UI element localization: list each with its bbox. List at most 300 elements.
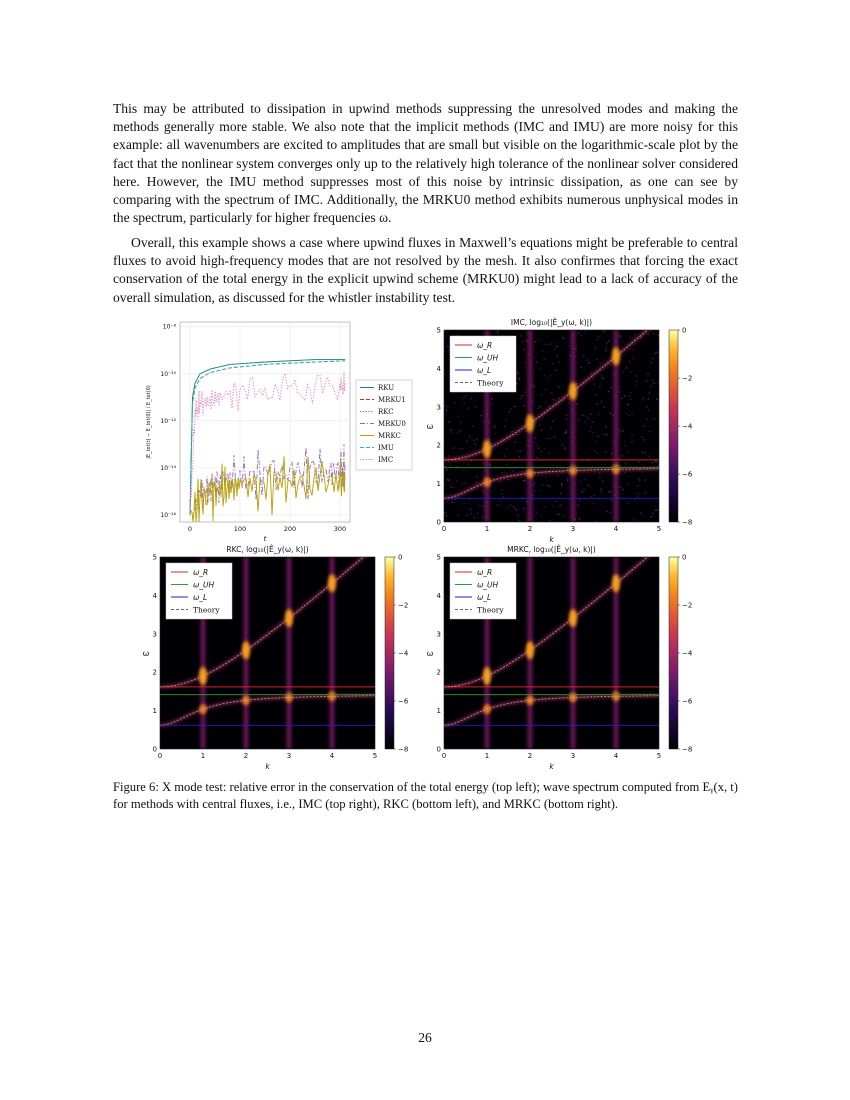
noise-pixel — [587, 485, 588, 486]
noise-pixel — [452, 432, 453, 433]
noise-pixel — [624, 396, 625, 397]
noise-pixel — [518, 373, 519, 374]
noise-pixel — [598, 336, 599, 337]
noise-pixel — [601, 401, 602, 402]
noise-pixel — [501, 490, 502, 491]
noise-pixel — [649, 431, 650, 432]
mode-streak — [286, 557, 291, 749]
noise-pixel — [624, 441, 625, 442]
noise-pixel — [596, 359, 597, 360]
noise-pixel — [548, 344, 549, 345]
noise-pixel — [591, 372, 592, 373]
noise-pixel — [649, 392, 650, 393]
noise-pixel — [541, 394, 542, 395]
noise-pixel — [463, 397, 464, 398]
colorbar-tick-label: −4 — [398, 649, 408, 658]
legend-label: ω_UH — [477, 580, 499, 590]
noise-pixel — [494, 427, 495, 428]
noise-pixel — [631, 434, 632, 435]
legend-label: ω_R — [193, 568, 209, 577]
x-tick-label: 2 — [243, 752, 249, 760]
noise-pixel — [503, 496, 504, 497]
noise-pixel — [620, 487, 621, 488]
x-tick-label: 4 — [613, 752, 619, 760]
noise-pixel — [491, 403, 492, 404]
noise-pixel — [569, 402, 570, 403]
noise-pixel — [566, 430, 567, 431]
legend-label: MRKU1 — [378, 396, 406, 404]
paragraph-2: Overall, this example shows a case where upwind fluxes in Maxwell’s equations might be preferable to central fluxes to avoid high-frequency modes that are not resolved by the mesh. It also confirmes that forcing the exact conservation of the total energy in the explicit upwind scheme (MRKU0) might lead to a lack of accuracy of the overall simulation, as discussed for the whistler instability test. — [113, 235, 738, 305]
spectral-peak — [483, 440, 491, 458]
noise-pixel — [500, 500, 501, 501]
noise-pixel — [602, 378, 603, 379]
noise-pixel — [475, 482, 476, 483]
noise-pixel — [504, 472, 505, 473]
noise-pixel — [539, 490, 540, 491]
noise-pixel — [515, 406, 516, 407]
noise-pixel — [637, 485, 638, 486]
noise-pixel — [639, 478, 640, 479]
x-tick-label: 0 — [157, 752, 163, 760]
noise-pixel — [648, 410, 649, 411]
noise-pixel — [501, 493, 502, 494]
noise-pixel — [652, 380, 653, 381]
noise-pixel — [589, 362, 590, 363]
noise-pixel — [520, 398, 521, 399]
noise-pixel — [536, 362, 537, 363]
noise-pixel — [637, 493, 638, 494]
noise-pixel — [513, 506, 514, 507]
noise-pixel — [523, 508, 524, 509]
noise-pixel — [516, 510, 517, 511]
noise-pixel — [522, 395, 523, 396]
noise-pixel — [497, 504, 498, 505]
noise-pixel — [623, 371, 624, 372]
x-axis-label: k — [549, 762, 554, 771]
noise-pixel — [539, 369, 540, 370]
noise-pixel — [560, 493, 561, 494]
noise-pixel — [627, 484, 628, 485]
noise-pixel — [538, 339, 539, 340]
noise-pixel — [491, 398, 492, 399]
noise-pixel — [459, 448, 460, 449]
noise-pixel — [651, 385, 652, 386]
noise-pixel — [479, 505, 480, 506]
y-tick-label: 0 — [436, 518, 441, 527]
noise-pixel — [506, 464, 507, 465]
noise-pixel — [500, 482, 501, 483]
noise-pixel — [592, 503, 593, 504]
noise-pixel — [525, 480, 526, 481]
noise-pixel — [656, 352, 657, 353]
noise-pixel — [473, 440, 474, 441]
colorbar-tick-label: −6 — [682, 470, 692, 479]
noise-pixel — [494, 433, 495, 434]
noise-pixel — [476, 438, 477, 439]
noise-pixel — [643, 439, 644, 440]
noise-pixel — [636, 375, 637, 376]
legend-label: ω_L — [477, 366, 492, 375]
colorbar-tick-label: −4 — [682, 422, 692, 431]
noise-pixel — [446, 515, 447, 516]
legend-label: ω_R — [477, 568, 493, 577]
noise-pixel — [545, 344, 546, 345]
noise-pixel — [560, 505, 561, 506]
mrkc-spectrum-chart — [422, 541, 692, 771]
noise-pixel — [608, 491, 609, 492]
noise-pixel — [519, 379, 520, 380]
colorbar-tick-label: −2 — [398, 601, 408, 610]
figure-caption: Figure 6: X mode test: relative error in the conservation of the total energy (top left); wave spectrum computed from Eᵧ(x, t) for methods with central fluxes, i.e., IMC (top right), RKC (bottom left), and MRKC (bottom right). — [113, 780, 738, 811]
noise-pixel — [597, 403, 598, 404]
noise-pixel — [644, 452, 645, 453]
noise-pixel — [588, 460, 589, 461]
noise-pixel — [453, 486, 454, 487]
legend-label: MRKC — [378, 432, 401, 440]
noise-pixel — [447, 479, 448, 480]
noise-pixel — [471, 398, 472, 399]
noise-pixel — [526, 431, 527, 432]
noise-pixel — [547, 378, 548, 379]
noise-pixel — [465, 482, 466, 483]
noise-pixel — [470, 460, 471, 461]
noise-pixel — [627, 502, 628, 503]
noise-pixel — [539, 406, 540, 407]
colorbar-tick-label: −8 — [682, 518, 692, 527]
y-tick-label: 5 — [152, 553, 157, 562]
noise-pixel — [557, 475, 558, 476]
noise-pixel — [598, 414, 599, 415]
noise-pixel — [559, 514, 560, 515]
noise-pixel — [633, 519, 634, 520]
noise-pixel — [630, 371, 631, 372]
noise-pixel — [655, 460, 656, 461]
noise-pixel — [646, 419, 647, 420]
noise-pixel — [547, 438, 548, 439]
noise-pixel — [469, 436, 470, 437]
noise-pixel — [475, 443, 476, 444]
legend-label: IMU — [378, 444, 394, 452]
noise-pixel — [579, 499, 580, 500]
x-tick-label: 5 — [656, 525, 662, 533]
noise-pixel — [534, 483, 535, 484]
x-tick-label: 1 — [484, 525, 490, 533]
noise-pixel — [595, 521, 596, 522]
noise-pixel — [646, 406, 647, 407]
noise-pixel — [554, 349, 555, 350]
noise-pixel — [585, 330, 586, 331]
noise-pixel — [605, 426, 606, 427]
noise-pixel — [650, 516, 651, 517]
noise-pixel — [642, 436, 643, 437]
paragraph-1: This may be attributed to dissipation in upwind methods suppressing the unresolved modes and making the methods generally more stable. We also note that the implicit methods (IMC and IMU) are more noisy for this example: all wavenumbers are excited to amplitudes that are small but visible on the logarithmic-scale plot by the fact that the nonlinear system converges only up to the relatively high tolerance of the nonlinear solver considered here. However, the IMU method suppresses most of this noise by intrinsic dissipation, as one can see by comparing with the spectrum of IMC. Additionally, the MRKU0 method exhibits numerous unphysical modes in the spectrum, particularly for higher frequencies ω. — [113, 101, 738, 226]
y-tick-label: 2 — [152, 668, 157, 677]
noise-pixel — [551, 343, 552, 344]
noise-pixel — [510, 505, 511, 506]
noise-pixel — [453, 447, 454, 448]
noise-pixel — [536, 513, 537, 514]
colorbar-tick-label: −8 — [398, 745, 408, 754]
noise-pixel — [594, 450, 595, 451]
noise-pixel — [604, 330, 605, 331]
y-axis-label: ω — [142, 649, 150, 658]
noise-pixel — [504, 456, 505, 457]
noise-pixel — [456, 466, 457, 467]
noise-pixel — [620, 337, 621, 338]
noise-pixel — [626, 445, 627, 446]
noise-pixel — [621, 455, 622, 456]
noise-pixel — [636, 381, 637, 382]
noise-pixel — [460, 430, 461, 431]
noise-pixel — [535, 341, 536, 342]
noise-pixel — [588, 363, 589, 364]
noise-pixel — [605, 452, 606, 453]
noise-pixel — [631, 441, 632, 442]
noise-pixel — [630, 398, 631, 399]
y-tick-label: 1 — [152, 707, 157, 716]
noise-pixel — [656, 461, 657, 462]
x-tick-label: 2 — [527, 525, 533, 533]
noise-pixel — [542, 484, 543, 485]
noise-pixel — [624, 472, 625, 473]
noise-pixel — [586, 416, 587, 417]
noise-pixel — [457, 432, 458, 433]
noise-pixel — [625, 463, 626, 464]
noise-pixel — [637, 496, 638, 497]
noise-pixel — [538, 447, 539, 448]
noise-pixel — [558, 387, 559, 388]
noise-pixel — [576, 404, 577, 405]
y-axis-label: ω — [426, 422, 434, 431]
noise-pixel — [446, 336, 447, 337]
noise-pixel — [592, 379, 593, 380]
noise-pixel — [605, 348, 606, 349]
noise-pixel — [599, 362, 600, 363]
noise-pixel — [525, 391, 526, 392]
x-tick-label: 3 — [286, 752, 292, 760]
noise-pixel — [525, 362, 526, 363]
noise-pixel — [649, 455, 650, 456]
noise-pixel — [537, 457, 538, 458]
spectral-peak — [199, 667, 207, 685]
noise-pixel — [561, 485, 562, 486]
noise-pixel — [636, 385, 637, 386]
x-tick-label: 200 — [283, 525, 297, 533]
noise-pixel — [454, 402, 455, 403]
noise-pixel — [558, 398, 559, 399]
colorbar-tick-label: 0 — [682, 326, 687, 335]
x-tick-label: 0 — [441, 525, 447, 533]
noise-pixel — [457, 514, 458, 515]
noise-pixel — [553, 363, 554, 364]
noise-pixel — [523, 405, 524, 406]
noise-pixel — [630, 337, 631, 338]
noise-pixel — [611, 500, 612, 501]
noise-pixel — [558, 361, 559, 362]
noise-pixel — [520, 450, 521, 451]
noise-pixel — [634, 334, 635, 335]
colorbar — [669, 557, 678, 749]
y-tick-label: 5 — [436, 553, 441, 562]
noise-pixel — [610, 413, 611, 414]
chart-title: RKC, log₁₀(|Ê_y(ω, k)|) — [226, 545, 309, 554]
noise-pixel — [474, 517, 475, 518]
colorbar-tick-label: −6 — [682, 697, 692, 706]
noise-pixel — [585, 479, 586, 480]
y-tick-label: 1 — [436, 480, 441, 489]
noise-pixel — [446, 469, 447, 470]
legend-label: IMC — [378, 456, 394, 464]
legend-label: Theory — [477, 605, 504, 615]
noise-pixel — [472, 425, 473, 426]
x-tick-label: 4 — [329, 752, 335, 760]
noise-pixel — [579, 518, 580, 519]
noise-pixel — [605, 350, 606, 351]
noise-pixel — [580, 481, 581, 482]
noise-pixel — [553, 505, 554, 506]
colorbar-tick-label: 0 — [682, 553, 687, 562]
x-tick-label: 5 — [372, 752, 378, 760]
noise-pixel — [655, 510, 656, 511]
noise-pixel — [548, 405, 549, 406]
noise-pixel — [523, 349, 524, 350]
noise-pixel — [535, 437, 536, 438]
noise-pixel — [481, 415, 482, 416]
noise-pixel — [449, 350, 450, 351]
noise-pixel — [601, 375, 602, 376]
noise-pixel — [550, 375, 551, 376]
x-tick-label: 0 — [187, 525, 193, 533]
noise-pixel — [650, 362, 651, 363]
noise-pixel — [535, 423, 536, 424]
noise-pixel — [652, 513, 653, 514]
noise-pixel — [536, 444, 537, 445]
y-tick-label: 2 — [436, 441, 441, 450]
noise-pixel — [551, 392, 552, 393]
noise-pixel — [579, 419, 580, 420]
y-tick-label: 10⁻¹⁰ — [160, 370, 176, 378]
noise-pixel — [595, 347, 596, 348]
colorbar-tick-label: −4 — [682, 649, 692, 658]
noise-pixel — [557, 346, 558, 347]
noise-pixel — [648, 398, 649, 399]
noise-pixel — [611, 453, 612, 454]
noise-pixel — [477, 512, 478, 513]
x-tick-label: 4 — [613, 525, 619, 533]
noise-pixel — [592, 422, 593, 423]
noise-pixel — [523, 480, 524, 481]
noise-pixel — [454, 499, 455, 500]
noise-pixel — [576, 383, 577, 384]
noise-pixel — [541, 515, 542, 516]
noise-pixel — [599, 472, 600, 473]
noise-pixel — [609, 364, 610, 365]
noise-pixel — [517, 372, 518, 373]
noise-pixel — [554, 436, 555, 437]
noise-pixel — [623, 341, 624, 342]
noise-pixel — [623, 489, 624, 490]
noise-pixel — [563, 337, 564, 338]
noise-pixel — [476, 476, 477, 477]
noise-pixel — [595, 441, 596, 442]
noise-pixel — [647, 373, 648, 374]
noise-pixel — [463, 503, 464, 504]
noise-pixel — [642, 452, 643, 453]
noise-pixel — [452, 502, 453, 503]
noise-pixel — [607, 434, 608, 435]
legend-label: RKC — [378, 408, 394, 416]
noise-pixel — [599, 477, 600, 478]
noise-pixel — [602, 481, 603, 482]
noise-pixel — [444, 405, 445, 406]
x-tick-label: 3 — [570, 525, 576, 533]
spectral-peak — [483, 667, 491, 685]
noise-pixel — [561, 483, 562, 484]
y-tick-label: 10⁻¹⁶ — [160, 511, 176, 519]
colorbar-tick-label: −2 — [682, 601, 692, 610]
noise-pixel — [582, 460, 583, 461]
noise-pixel — [565, 419, 566, 420]
x-tick-label: 300 — [333, 525, 347, 533]
noise-pixel — [621, 398, 622, 399]
noise-pixel — [626, 367, 627, 368]
noise-pixel — [519, 456, 520, 457]
y-tick-label: 4 — [436, 591, 441, 600]
noise-pixel — [550, 486, 551, 487]
noise-pixel — [557, 356, 558, 357]
noise-pixel — [555, 370, 556, 371]
noise-pixel — [468, 464, 469, 465]
x-tick-label: 100 — [233, 525, 247, 533]
noise-pixel — [470, 509, 471, 510]
noise-pixel — [576, 348, 577, 349]
noise-pixel — [589, 431, 590, 432]
noise-pixel — [510, 408, 511, 409]
noise-pixel — [466, 441, 467, 442]
noise-pixel — [563, 516, 564, 517]
noise-pixel — [633, 350, 634, 351]
noise-pixel — [629, 395, 630, 396]
noise-pixel — [512, 471, 513, 472]
noise-pixel — [606, 511, 607, 512]
noise-pixel — [620, 430, 621, 431]
noise-pixel — [459, 430, 460, 431]
y-tick-label: 0 — [152, 745, 157, 754]
noise-pixel — [522, 471, 523, 472]
noise-pixel — [544, 375, 545, 376]
noise-pixel — [566, 415, 567, 416]
noise-pixel — [595, 394, 596, 395]
y-axis-label: |E_tot(t) − E_tot(0)| / E_tot(0) — [146, 385, 152, 459]
noise-pixel — [633, 358, 634, 359]
noise-pixel — [593, 383, 594, 384]
noise-pixel — [647, 334, 648, 335]
noise-pixel — [544, 506, 545, 507]
x-tick-label: 5 — [656, 752, 662, 760]
noise-pixel — [567, 480, 568, 481]
noise-pixel — [535, 490, 536, 491]
noise-pixel — [513, 406, 514, 407]
noise-pixel — [564, 433, 565, 434]
noise-pixel — [599, 386, 600, 387]
noise-pixel — [520, 335, 521, 336]
noise-pixel — [526, 340, 527, 341]
noise-pixel — [639, 480, 640, 481]
noise-pixel — [512, 431, 513, 432]
noise-pixel — [564, 447, 565, 448]
noise-pixel — [646, 380, 647, 381]
noise-pixel — [544, 448, 545, 449]
